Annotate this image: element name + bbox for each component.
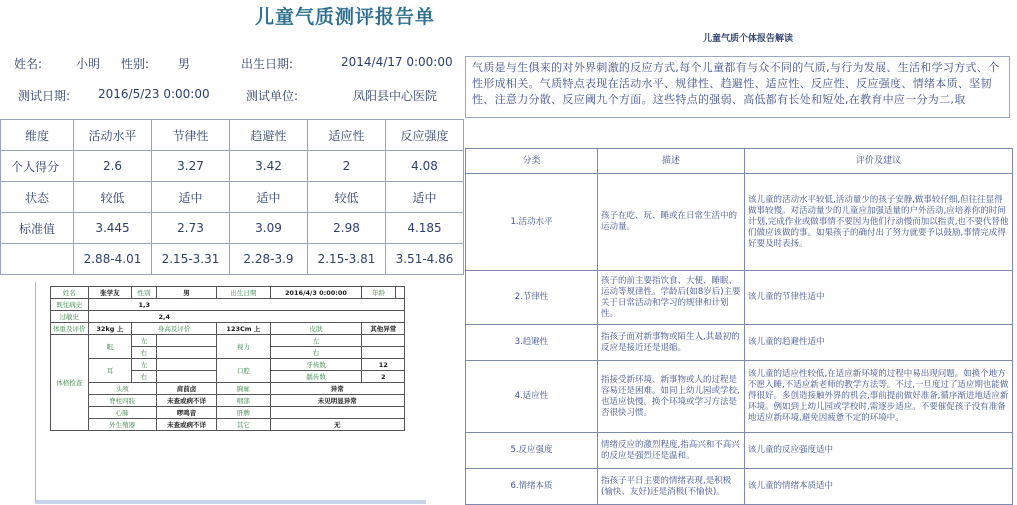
form-row xyxy=(51,323,405,335)
test-date-value: 2016/5/23 0:00:00 xyxy=(98,87,210,101)
form-label: 牙齿数 xyxy=(270,359,362,371)
score-header: 趋避性 xyxy=(230,120,308,151)
report-title: 儿童气质测评报告单 xyxy=(255,6,436,28)
health-exam-form xyxy=(35,282,426,504)
status-cell: 较低 xyxy=(74,182,152,213)
form-value: 12 xyxy=(362,359,405,371)
score-table xyxy=(0,119,464,275)
standard-cell: 2.98 xyxy=(308,213,386,244)
form-label: 性别 xyxy=(132,287,157,299)
form-value: 张学友 xyxy=(88,287,132,299)
form-label: 口腔 xyxy=(217,359,270,383)
form-row xyxy=(51,311,405,323)
range-cell: 2.15-3.81 xyxy=(308,244,386,275)
score-cell: 3.27 xyxy=(152,151,230,182)
category-cell: 3.趋避性 xyxy=(466,325,598,361)
status-cell: 较低 xyxy=(308,182,386,213)
form-value: 异常 xyxy=(270,383,404,395)
form-value: 肩前卤 xyxy=(156,383,216,395)
form-label: 脊柱四肢 xyxy=(88,395,156,407)
form-label: 皮肤 xyxy=(270,323,362,335)
score-row xyxy=(1,213,464,244)
form-label: 出生日期 xyxy=(217,287,270,299)
score-cell: 3.42 xyxy=(230,151,308,182)
row-label: 标准值 xyxy=(1,213,74,244)
detail-header: 描述 xyxy=(598,149,745,174)
form-value: 无 xyxy=(270,419,404,431)
description-cell: 情绪反应的激烈程度,指高兴和不高兴的反应是强烈还是温和。 xyxy=(598,433,745,469)
form-value: 未见明显异常 xyxy=(270,395,404,407)
evaluation-cell: 该儿童的情绪本质适中 xyxy=(745,469,1013,505)
form-label: 左 xyxy=(132,335,157,347)
row-label: 状态 xyxy=(1,182,74,213)
status-cell: 适中 xyxy=(152,182,230,213)
evaluation-cell: 该儿童的反应强度适中 xyxy=(745,433,1013,469)
evaluation-cell: 该儿童的趋避性适中 xyxy=(745,325,1013,361)
standard-cell: 2.73 xyxy=(152,213,230,244)
form-label: 右 xyxy=(132,347,157,359)
form-value xyxy=(156,371,216,383)
form-row xyxy=(51,287,405,299)
evaluation-cell: 该儿童的活动水平较低,活动量少的孩子安静,做事较仔细,但往往显得做事较慢。对活动量少的儿童应加强适量的户外活动,应培养你的时间计划,完成作业或做事情不要因为他们行动慢而加以指责,也不要代替他们做应该做的事。如果孩子的确付出了努力就要予以鼓励,事情完成得好要及时表扬。 xyxy=(745,174,1013,271)
description-cell: 指孩子平日主要的情绪表现,是积极(愉快、友好)还是消极(不愉快)。 xyxy=(598,469,745,505)
form-value: 32kg 上 xyxy=(88,323,132,335)
score-header: 活动水平 xyxy=(74,120,152,151)
health-exam-table xyxy=(50,286,405,431)
detail-header: 评价及建议 xyxy=(745,149,1013,174)
detail-table xyxy=(465,148,1013,505)
form-value: 未查或病不详 xyxy=(156,395,216,407)
detail-row xyxy=(466,361,1013,433)
form-value: 啰鸣音 xyxy=(156,407,216,419)
test-date-label: 测试日期: xyxy=(18,89,71,103)
form-label: 右 xyxy=(132,371,157,383)
form-value xyxy=(362,347,405,359)
evaluation-cell: 该儿童的适应性较低,在适应新环境的过程中易出现问题。如换个地方不愿入睡,不适应新老师的教学方法等。不过,一旦度过了适应期也能做得很好。多创造接触外界的机会,事前提前做好准备,循序渐进地适应新环境。例如到上幼儿园或学校时,需逐步适应。不要催促孩子没有准备地适应新环境,避免因疲惫不定的环境中。 xyxy=(745,361,1013,433)
score-cell: 2.6 xyxy=(74,151,152,182)
form-label: 过敏史 xyxy=(51,311,89,323)
category-cell: 1.活动水平 xyxy=(466,174,598,271)
name-value: 小明 xyxy=(76,57,101,71)
status-cell: 适中 xyxy=(230,182,308,213)
form-label: 身高及评价 xyxy=(132,323,217,335)
standard-cell: 4.185 xyxy=(386,213,464,244)
intro-text: 气质是与生俱来的对外界刺激的反应方式,每个儿童都有与众不同的气质,与行为发展、生活和学习方式、个性形成相关。气质特点表现在活动水平、规律性、趋避性、适应性、反应性、反应强度、情绪本质、坚韧性、注意力分散、反应阈九个方面。这些特点的强弱、高低都有长处和短处,在教育中应一分为二,取 xyxy=(465,56,1010,118)
form-value xyxy=(362,335,405,347)
description-cell: 指接受新环境、新事物或人的过程是容易还是困难。如同上幼儿园或学校,也适应快慢。换个环境或学习方法是否很快习惯。 xyxy=(598,361,745,433)
form-value xyxy=(395,287,404,299)
detail-row xyxy=(466,271,1013,325)
gender-value: 男 xyxy=(178,57,191,71)
form-row xyxy=(51,407,405,419)
form-value: 未查或病不详 xyxy=(156,419,216,431)
form-label: 肝脾 xyxy=(217,407,270,419)
detail-header-row xyxy=(466,149,1013,174)
form-label: 体重及评价 xyxy=(51,323,89,335)
gender-label: 性别: xyxy=(121,57,150,71)
form-value: 男 xyxy=(156,287,216,299)
form-row xyxy=(51,335,405,347)
form-value xyxy=(156,335,216,347)
form-label: 左 xyxy=(132,359,157,371)
form-row xyxy=(51,419,405,431)
score-header-row xyxy=(1,120,464,151)
form-value: 2,4 xyxy=(88,311,405,323)
form-label: 年龄 xyxy=(362,287,395,299)
description-cell: 孩子的前主要指饮食、大便、睡眠、运动等规律性。学龄后(如8岁后)主要关于日常活动和学习的规律和计划性。 xyxy=(598,271,745,325)
unit-label: 测试单位: xyxy=(246,89,299,103)
form-value: 2016/4/3 0:00:00 xyxy=(270,287,362,299)
score-header: 节律性 xyxy=(152,120,230,151)
detail-row xyxy=(466,433,1013,469)
form-value: 其他异常 xyxy=(362,323,405,335)
category-cell: 5.反应强度 xyxy=(466,433,598,469)
score-row xyxy=(1,244,464,275)
range-cell: 2.28-3.9 xyxy=(230,244,308,275)
form-label: 耳 xyxy=(88,359,132,383)
form-label: 姓名 xyxy=(51,287,89,299)
range-cell: 2.88-4.01 xyxy=(74,244,152,275)
form-row xyxy=(51,359,405,371)
score-header: 适应性 xyxy=(308,120,386,151)
description-cell: 孩子在吃、玩、睡或在日常生活中的运动量。 xyxy=(598,174,745,271)
score-cell: 4.08 xyxy=(386,151,464,182)
range-cell: 2.15-3.31 xyxy=(152,244,230,275)
row-label xyxy=(1,244,74,275)
range-cell: 3.51-4.86 xyxy=(386,244,464,275)
form-label: 心肺 xyxy=(88,407,156,419)
score-header: 反应强度 xyxy=(386,120,464,151)
form-value: 1,3 xyxy=(88,299,405,311)
description-cell: 指孩子面对新事物或陌生人,其最初的反应是接近还是退缩。 xyxy=(598,325,745,361)
form-section-label: 体格检查 xyxy=(51,335,89,431)
category-cell: 4.适应性 xyxy=(466,361,598,433)
form-value: 123Cm 上 xyxy=(217,323,270,335)
form-label: 头颅 xyxy=(88,383,156,395)
form-row xyxy=(51,299,405,311)
form-label: 既往病史 xyxy=(51,299,89,311)
form-label: 左 xyxy=(270,335,362,347)
form-row xyxy=(51,395,405,407)
category-cell: 6.情绪本质 xyxy=(466,469,598,505)
detail-row xyxy=(466,469,1013,505)
form-label: 其它 xyxy=(217,419,270,431)
score-cell: 2 xyxy=(308,151,386,182)
form-value xyxy=(156,347,216,359)
form-label: 眼 xyxy=(88,335,132,359)
detail-header: 分类 xyxy=(466,149,598,174)
form-value xyxy=(270,407,404,419)
category-cell: 2.节律性 xyxy=(466,271,598,325)
detail-row xyxy=(466,174,1013,271)
form-label: 外生殖器 xyxy=(88,419,156,431)
score-row xyxy=(1,151,464,182)
status-cell: 适中 xyxy=(386,182,464,213)
name-label: 姓名: xyxy=(14,57,43,71)
form-label: 胸廓 xyxy=(217,383,270,395)
score-header: 维度 xyxy=(1,120,74,151)
form-label: 咽部 xyxy=(217,395,270,407)
side-report-title: 儿童气质个体报告解读 xyxy=(703,34,794,44)
form-label: 龋齿数 xyxy=(270,371,362,383)
form-label: 右 xyxy=(270,347,362,359)
form-value xyxy=(156,359,216,371)
form-value: 2 xyxy=(362,371,405,383)
detail-row xyxy=(466,325,1013,361)
row-label: 个人得分 xyxy=(1,151,74,182)
standard-cell: 3.445 xyxy=(74,213,152,244)
birth-value: 2014/4/17 0:00:00 xyxy=(341,55,453,69)
form-row xyxy=(51,383,405,395)
evaluation-cell: 该儿童的节律性适中 xyxy=(745,271,1013,325)
standard-cell: 3.09 xyxy=(230,213,308,244)
unit-value: 凤阳县中心医院 xyxy=(353,89,438,103)
score-row xyxy=(1,182,464,213)
form-label: 视力 xyxy=(217,335,270,359)
birth-label: 出生日期: xyxy=(241,57,294,71)
